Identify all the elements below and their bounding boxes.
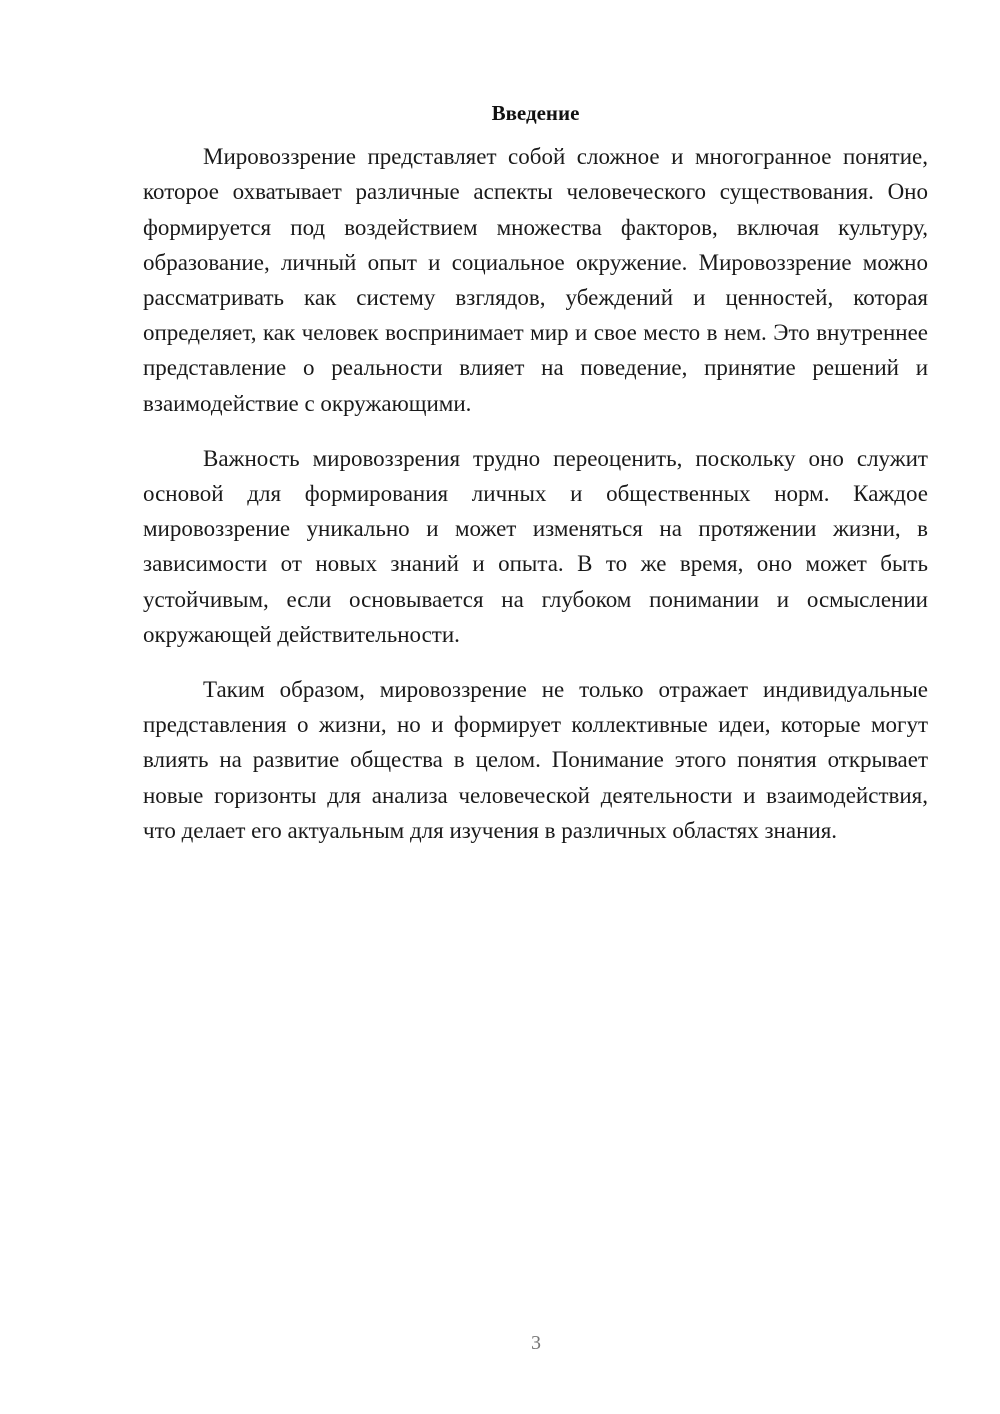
section-title: Введение (491, 101, 580, 125)
paragraph-3: Таким образом, мировоззрение не только отражает индивидуальные представления о жизни, но и формирует коллективные идеи, которые могут влиять на развитие общества в целом. Понимание этого понятия открывает новые горизонты для анализа человеческой деятельности и взаимодействия, что делает его актуальным для изучения в различных областях знания. (143, 677, 928, 843)
page-number: 3 (531, 1332, 541, 1354)
document-body (143, 96, 928, 868)
paragraph-1: Мировоззрение представляет собой сложное и многогранное понятие, которое охватывает различные аспекты человеческого существования. Оно формируется под воздействием множества факторов, включая культуру, образование, личный опыт и социальное окружение. Мировоззрение можно рассматривать как систему взглядов, убеждений и ценностей, которая определяет, как человек воспринимает мир и свое место в нем. Это внутреннее представление о реальности влияет на поведение, принятие решений и взаимодействие с окружающими. (143, 144, 928, 416)
paragraph-2: Важность мировоззрения трудно переоценить, поскольку оно служит основой для формирования личных и общественных норм. Каждое мировоззрение уникально и может изменяться на протяжении жизни, в зависимости от новых знаний и опыта. В то же время, оно может быть устойчивым, если основывается на глубоком понимании и осмыслении окружающей действительности. (143, 445, 928, 647)
